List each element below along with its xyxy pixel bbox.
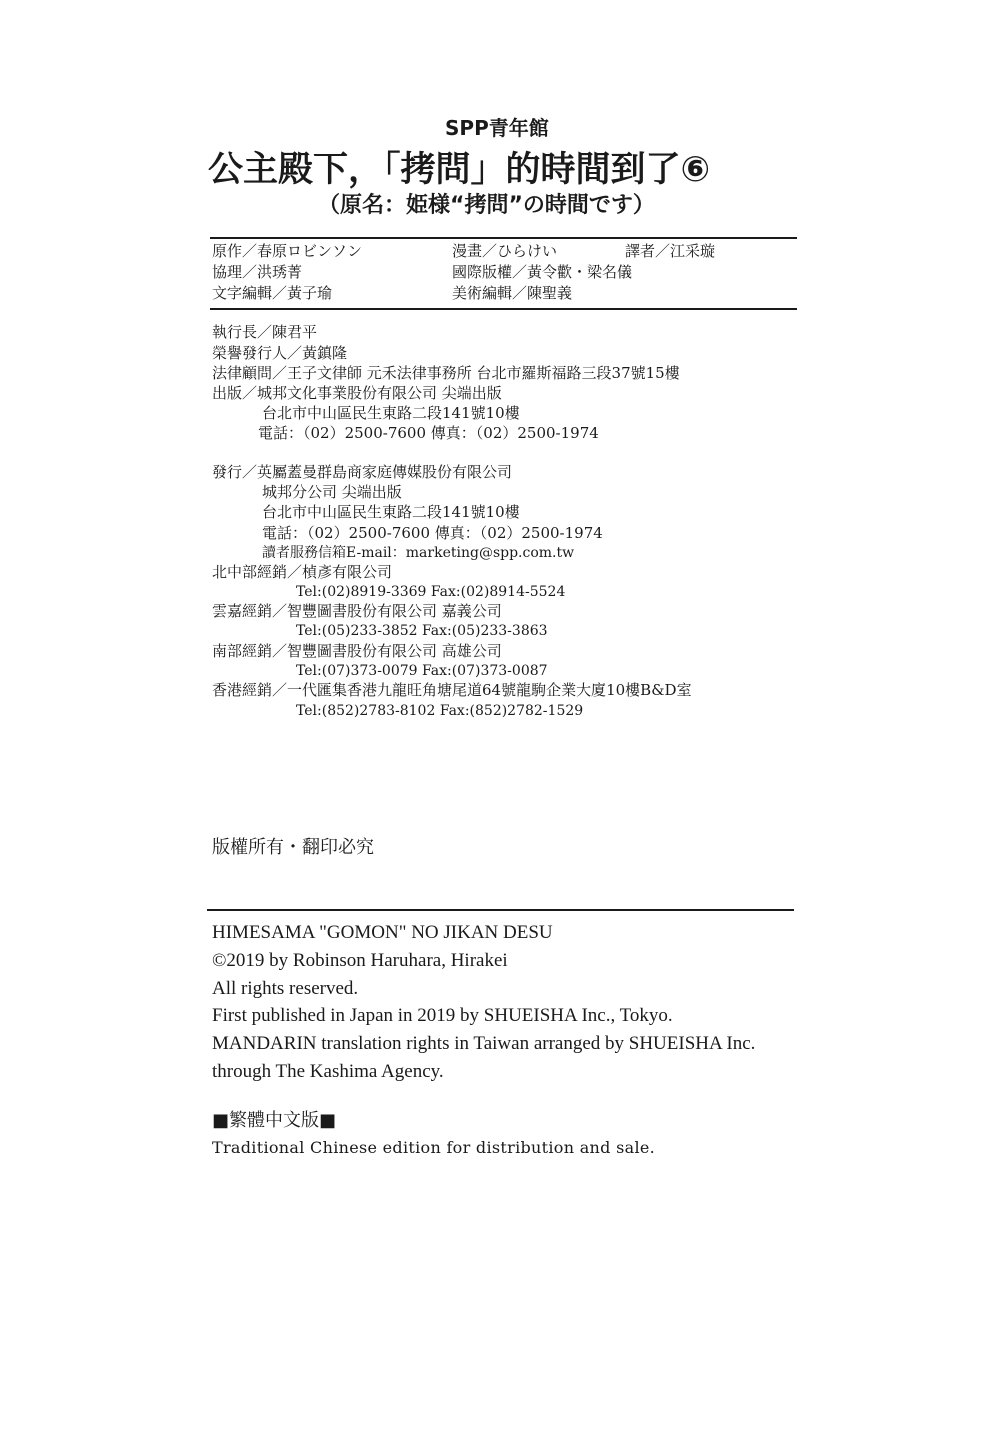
publisher-line: 執行長／陳君平 [212, 323, 318, 341]
distribution-line: Tel:(852)2783-8102 Fax:(852)2782-1529 [296, 703, 584, 719]
license-rule [207, 909, 794, 911]
distribution-line: 讀者服務信箱E-mail：marketing@spp.com.tw [262, 545, 575, 561]
credit-original-work: 原作／春原ロビンソン [212, 242, 363, 260]
publisher-line: 出版／城邦文化事業股份有限公司 尖端出版 [212, 384, 502, 402]
publisher-line: 法律顧問／王子文律師 元禾法律事務所 台北市羅斯福路三段37號15樓 [212, 364, 680, 382]
license-line: MANDARIN translation rights in Taiwan arranged by SHUEISHA Inc. [212, 1033, 756, 1054]
distribution-line: 城邦分公司 尖端出版 [262, 483, 402, 501]
credit-text-editor: 文字編輯／黃子瑜 [212, 284, 333, 302]
book-title: 公主殿下，「拷問」的時間到了⑥ [208, 150, 711, 190]
distribution-line: 雲嘉經銷／智豐圖書股份有限公司 嘉義公司 [212, 602, 502, 620]
license-line: ©2019 by Robinson Haruhara, Hirakei [212, 950, 508, 971]
distribution-line: 香港經銷／一代匯集香港九龍旺角塘尾道64號龍駒企業大廈10樓B&D室 [212, 681, 692, 699]
imprint: SPP青年館 [445, 116, 549, 140]
distribution-line: Tel:(05)233-3852 Fax:(05)233-3863 [296, 623, 548, 639]
credit-assistant: 協理／洪琇菁 [212, 263, 303, 281]
distribution-line: 南部經銷／智豐圖書股份有限公司 高雄公司 [212, 642, 502, 660]
distribution-line: 北中部經銷／楨彥有限公司 [212, 563, 393, 581]
edition-label: ■繁體中文版■ [212, 1110, 337, 1131]
credit-artist: 漫畫／ひらけい [452, 242, 558, 260]
distribution-line: Tel:(07)373-0079 Fax:(07)373-0087 [296, 663, 548, 679]
publisher-line: 榮譽發行人／黃鎮隆 [212, 344, 348, 362]
credit-translator: 譯者／江采璇 [625, 242, 716, 260]
credit-art-editor: 美術編輯／陳聖義 [452, 284, 573, 302]
distribution-line: 發行／英屬蓋曼群島商家庭傳媒股份有限公司 [212, 463, 513, 481]
license-line: through The Kashima Agency. [212, 1061, 444, 1082]
publisher-line: 電話：（02）2500-7600 傳真：（02）2500-1974 [258, 424, 599, 442]
credit-international-rights: 國際版權／黃令歡・梁名儀 [452, 263, 633, 281]
distribution-line: 台北市中山區民生東路二段141號10樓 [262, 503, 520, 521]
original-title: （原名：姫様“拷問”の時間です） [318, 193, 655, 218]
license-line: First published in Japan in 2019 by SHUEISHA Inc., Tokyo. [212, 1005, 673, 1026]
publisher-line: 台北市中山區民生東路二段141號10樓 [262, 404, 520, 422]
credits-bottom-rule [210, 308, 797, 310]
distribution-line: 電話：（02）2500-7600 傳真：（02）2500-1974 [262, 524, 603, 542]
credits-top-rule [210, 237, 797, 239]
distribution-line: Tel:(02)8919-3369 Fax:(02)8914-5524 [296, 584, 566, 600]
license-line: All rights reserved. [212, 978, 359, 999]
copyright-notice: 版權所有・翻印必究 [212, 837, 374, 858]
edition-text: Traditional Chinese edition for distribution and sale. [212, 1138, 656, 1157]
license-line: HIMESAMA "GOMON" NO JIKAN DESU [212, 922, 553, 943]
